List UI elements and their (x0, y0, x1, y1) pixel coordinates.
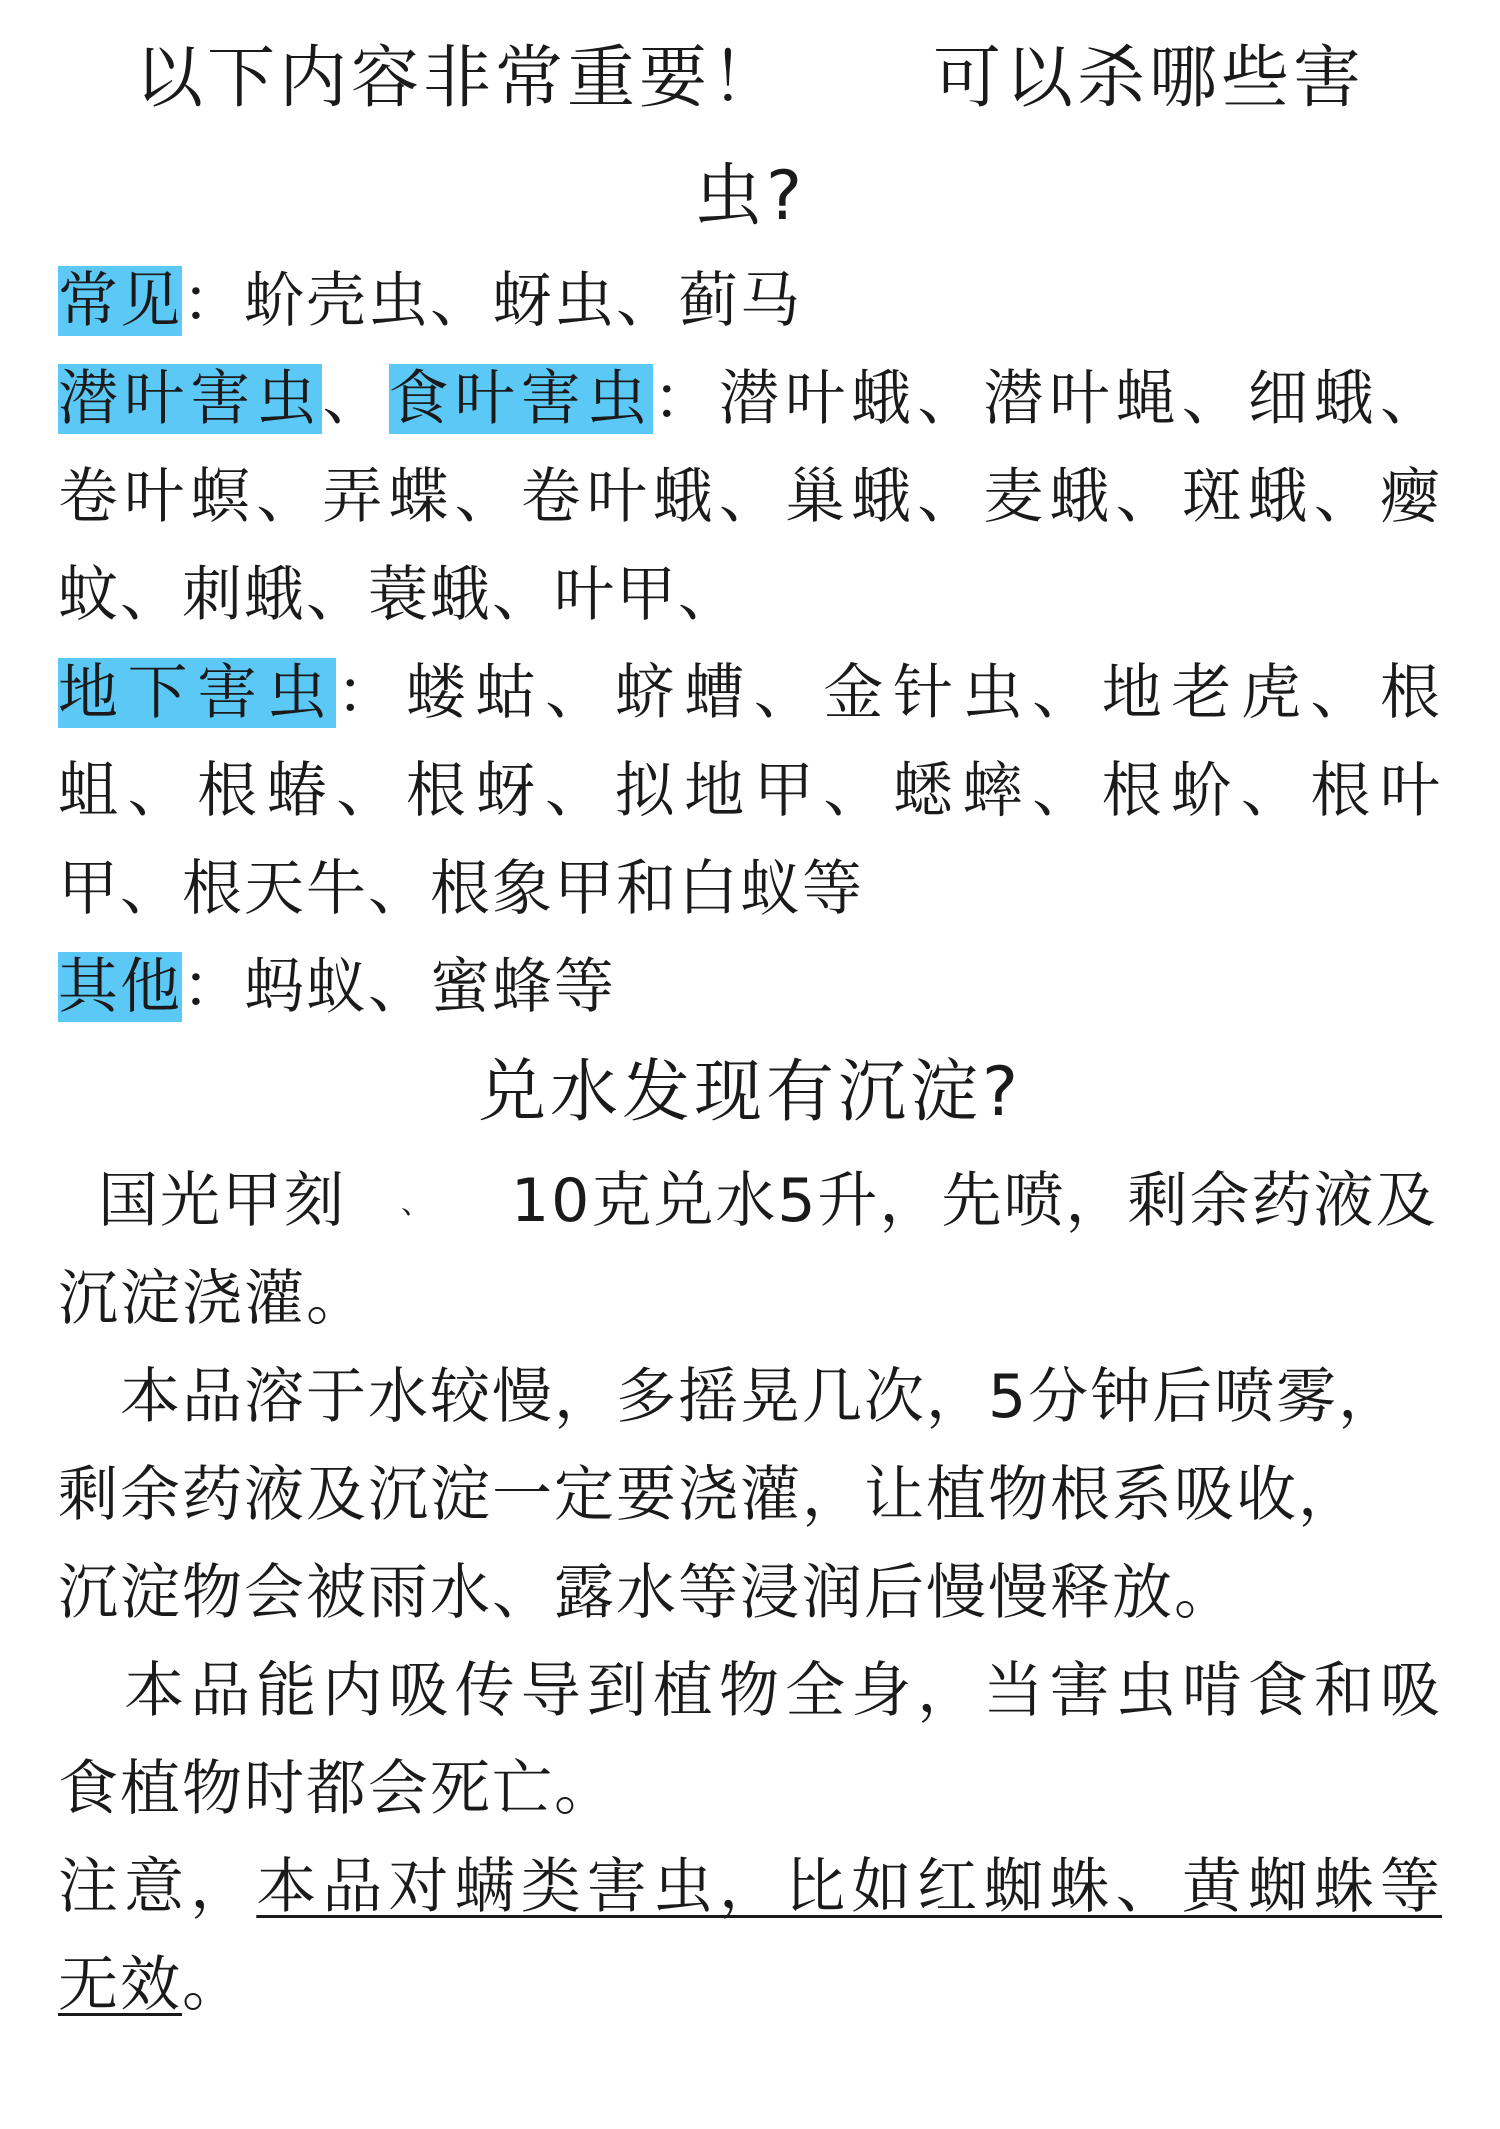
paragraph1-line2: 剩余药液及沉淀一定要浇灌，让植物根系吸收， (58, 1460, 1360, 1530)
leaf-text-line3: 蚊、刺蛾、蓑蛾、叶甲、 (58, 560, 740, 630)
other-pests-line (58, 938, 1442, 1036)
other-text: ：蚂蚁、蜜蜂等 (182, 952, 616, 1022)
common-text: ：蚧壳虫、蚜虫、蓟马 (182, 266, 802, 336)
title-part1: 以下内容非常重要！ (134, 39, 783, 118)
stray-mark: 、 (401, 1186, 433, 1222)
notice-suffix: 。 (182, 1950, 244, 2020)
underground-text-line1: ：蝼蛄、蛴螬、金针虫、地老虎、根 (336, 658, 1443, 728)
page-title-line1 (58, 30, 1442, 128)
underground-text-line2: 蛆、根蝽、根蚜、拟地甲、蟋蟀、根蚧、根叶 (58, 756, 1442, 826)
dilution-heading: 兑水发现有沉淀? (477, 1053, 1023, 1132)
paragraph1-line3: 沉淀物会被雨水、露水等浸润后慢慢释放。 (58, 1558, 1236, 1628)
dilution-line1 (58, 1152, 1442, 1250)
leaf-text-line2: 卷叶螟、弄蝶、卷叶蛾、巢蛾、麦蛾、斑蛾、瘿 (58, 462, 1442, 532)
notice-underlined-2: 无效 (58, 1950, 182, 2020)
dilution-text-line1: 10克兑水5升，先喷，剩余药液及 (511, 1166, 1438, 1236)
paragraph1-line1: 本品溶于水较慢，多摇晃几次，5分钟后喷雾， (58, 1362, 1401, 1432)
leaf-pests-line1 (58, 350, 1442, 448)
notice-prefix: 注意， (58, 1852, 257, 1922)
leaf-eater-label: 食叶害虫 (388, 364, 653, 434)
notice-line2 (58, 1936, 1442, 2034)
notice-underlined-1: 本品对螨类害虫，比如红蜘蛛、黄蜘蛛等 (256, 1852, 1443, 1922)
title-part2: 可以杀哪些害 (933, 39, 1366, 118)
paragraph2-line2: 食植物时都会死亡。 (58, 1754, 616, 1824)
leaf-text-line1: ：潜叶蛾、潜叶蝇、细蛾、 (652, 364, 1443, 434)
paragraph2-line1: 本品能内吸传导到植物全身，当害虫啃食和吸 (58, 1656, 1442, 1726)
other-label: 其他 (58, 952, 182, 1022)
leaf-pests-line3 (58, 546, 1442, 644)
dilution-text-line2: 沉淀浇灌。 (58, 1264, 368, 1334)
underground-label: 地下害虫 (58, 658, 337, 728)
underground-pests-line3 (58, 840, 1442, 938)
notice-line1 (58, 1838, 1442, 1936)
underground-pests-line2 (58, 742, 1442, 840)
leaf-pests-line2 (58, 448, 1442, 546)
leaf-sep: 、 (322, 364, 389, 434)
underground-text-line3: 甲、根天牛、根象甲和白蚁等 (58, 854, 864, 924)
dilution-line2 (58, 1250, 1442, 1348)
page-title-line2 (58, 148, 1442, 246)
title-part3: 虫? (693, 157, 807, 236)
underground-pests-line1 (58, 644, 1442, 742)
common-pests-line (58, 252, 1442, 350)
leaf-miner-label: 潜叶害虫 (58, 364, 323, 434)
common-label: 常见 (58, 266, 182, 336)
product-name: 国光甲刻 (98, 1166, 346, 1236)
